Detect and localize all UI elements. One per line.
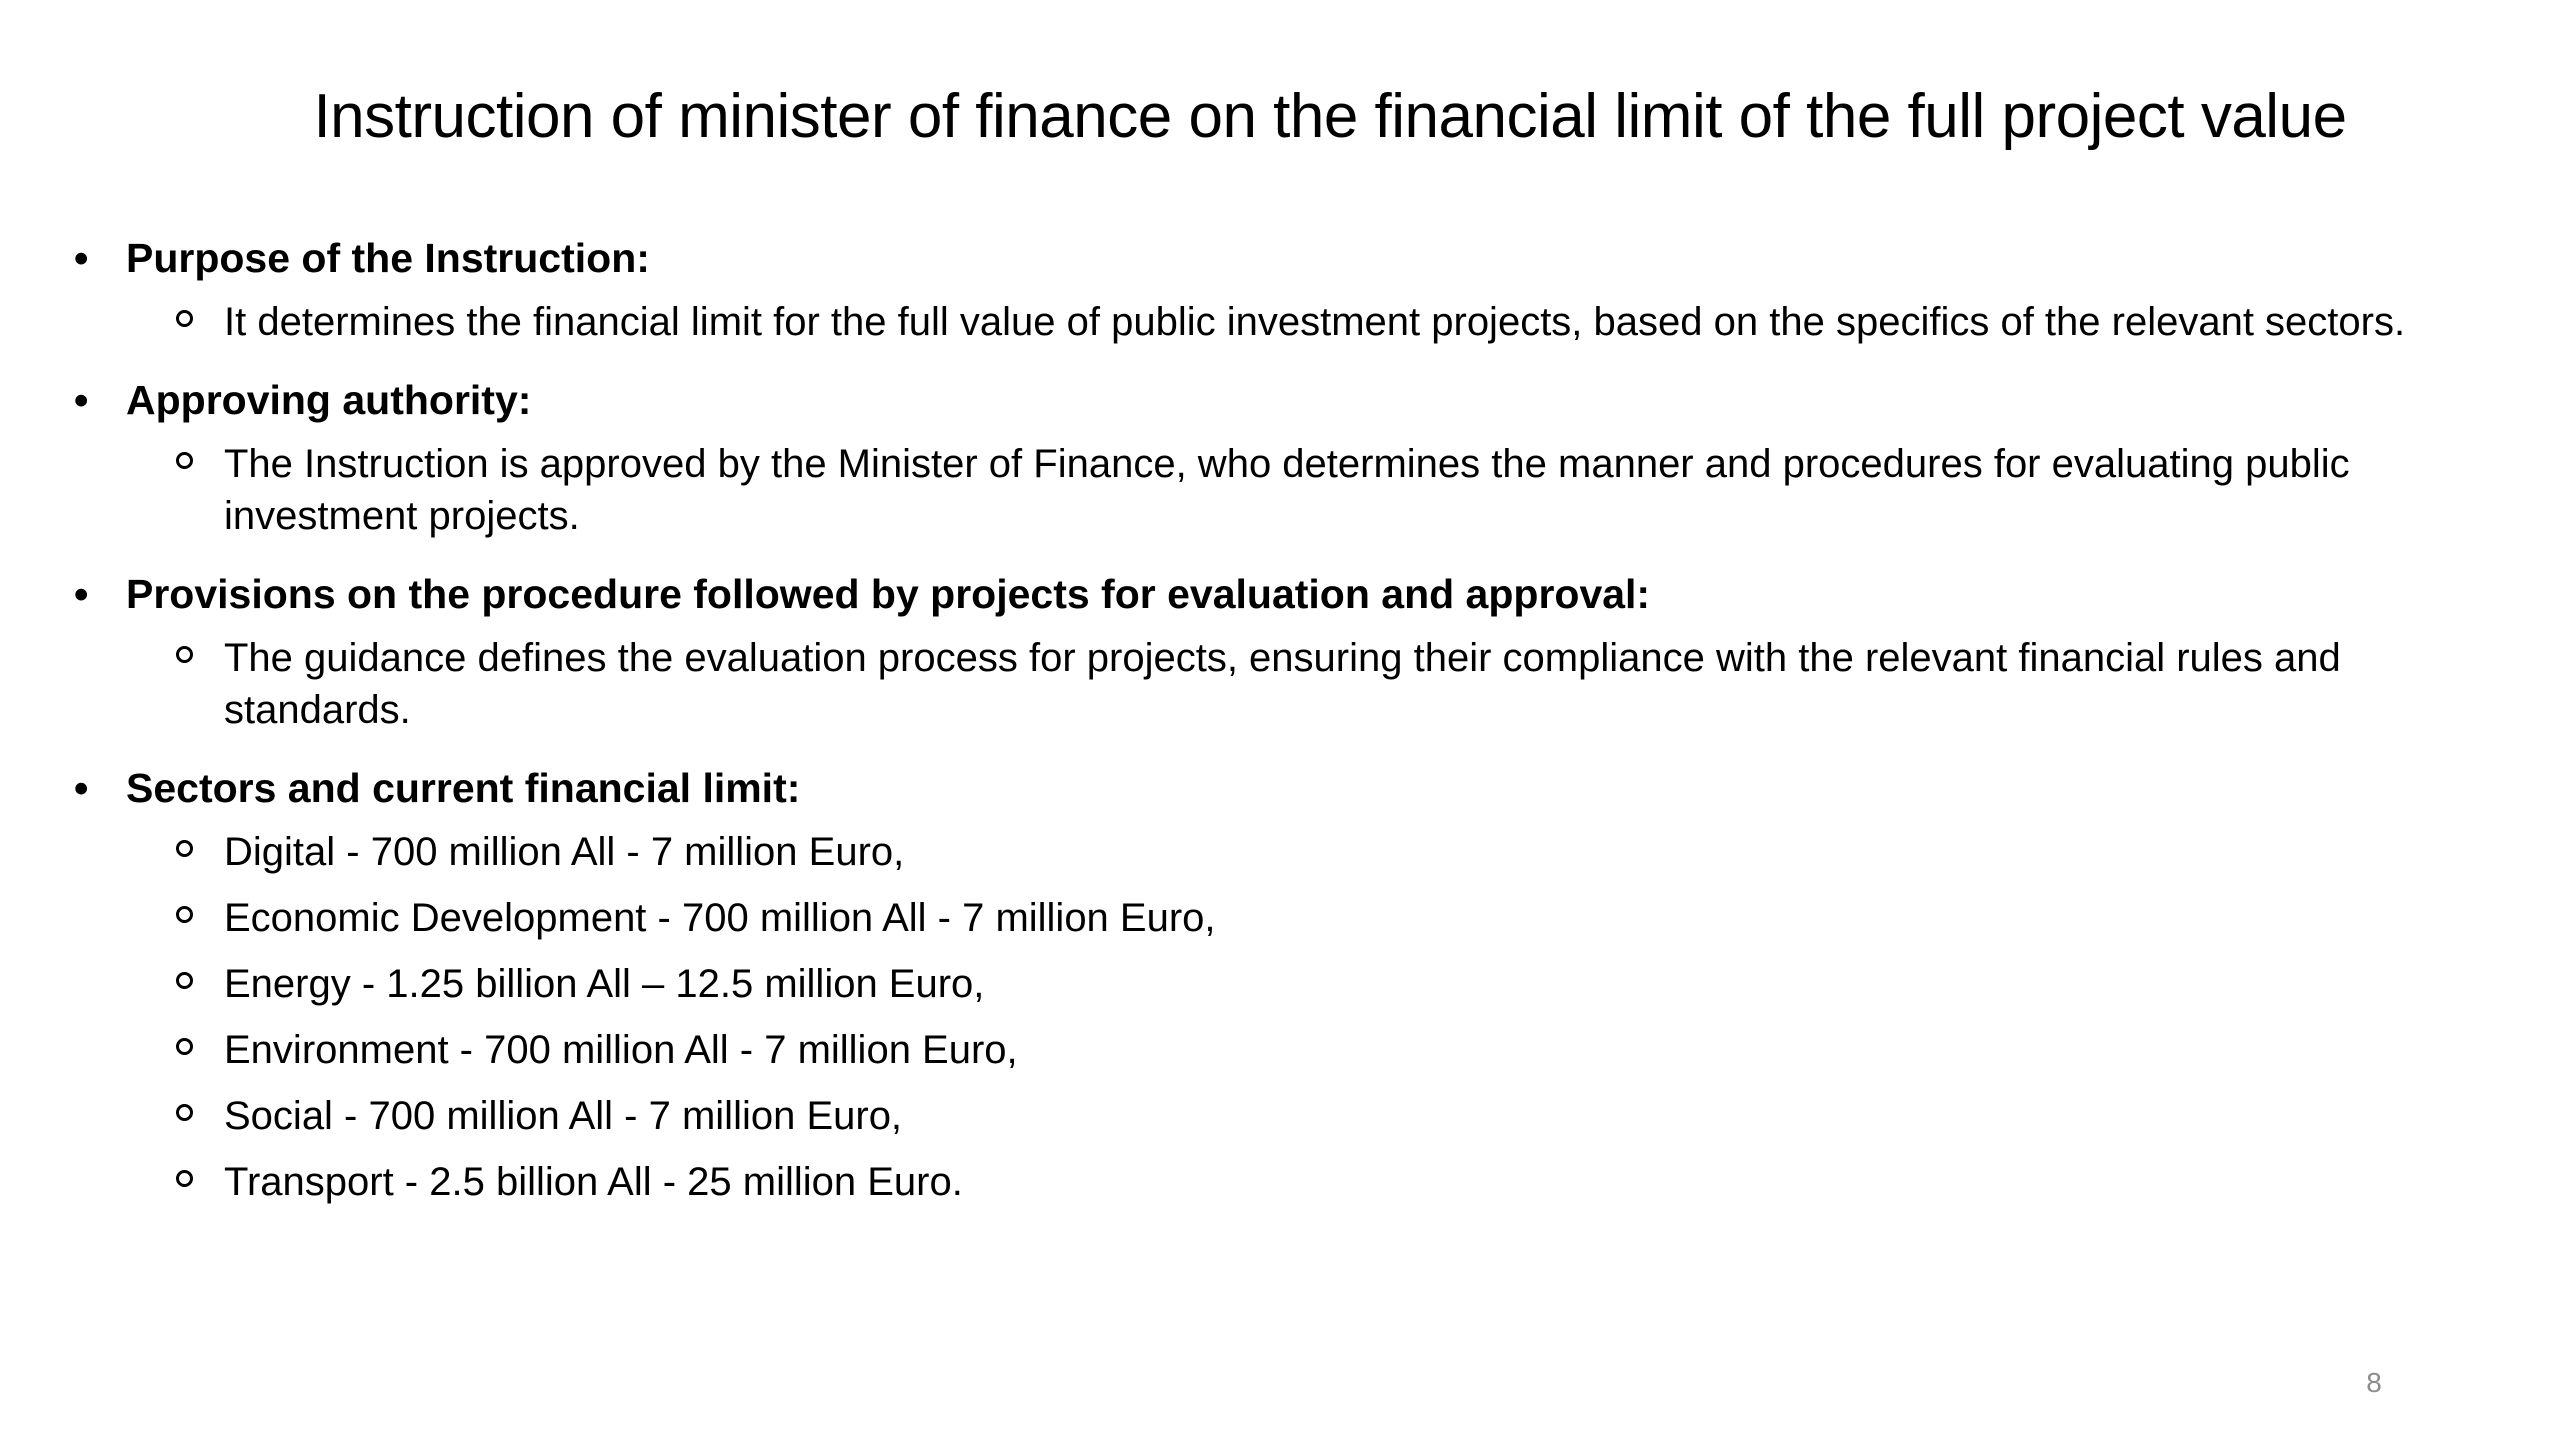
hollow-circle-bullet-icon <box>176 1038 193 1055</box>
list-item <box>70 958 2530 1010</box>
hollow-circle-bullet-icon <box>176 1170 193 1187</box>
list-item-text: The Instruction is approved by the Minister of Finance, who determines the manner and procedures for evaluating public investment projects. <box>224 442 2350 538</box>
hollow-circle-bullet-icon <box>176 840 193 857</box>
hollow-circle-bullet-icon <box>176 310 193 327</box>
section-heading <box>70 230 2530 286</box>
list-item <box>70 1156 2530 1208</box>
section-heading <box>70 760 2530 816</box>
list-item <box>70 892 2530 944</box>
list-item-text: The guidance defines the evaluation process for projects, ensuring their compliance with the relevant financial rules and standards. <box>224 636 2341 732</box>
section-heading-text: Provisions on the procedure followed by projects for evaluation and approval: <box>126 571 1651 617</box>
bullet-icon: • <box>74 377 89 423</box>
section-approving-authority <box>70 372 2530 542</box>
section-heading-text: Approving authority: <box>126 377 532 423</box>
list-item-text: Economic Development - 700 million All - 7 million Euro, <box>224 896 1216 940</box>
bullet-icon: • <box>74 571 89 617</box>
hollow-circle-bullet-icon <box>176 646 193 663</box>
list-item <box>70 1024 2530 1076</box>
list-item <box>70 438 2530 542</box>
section-purpose <box>70 230 2530 348</box>
bullet-icon: • <box>74 235 89 281</box>
list-item-text: Social - 700 million All - 7 million Euro, <box>224 1094 903 1138</box>
list-item <box>70 826 2530 878</box>
section-heading-text: Purpose of the Instruction: <box>126 235 650 281</box>
section-sectors-limits <box>70 760 2530 1208</box>
page-number: 8 <box>2366 1367 2382 1398</box>
list-item-text: Transport - 2.5 billion All - 25 million Euro. <box>224 1160 963 1204</box>
list-item <box>70 1090 2530 1142</box>
sub-list <box>70 826 2530 1208</box>
section-heading-text: Sectors and current financial limit: <box>126 765 801 811</box>
sub-list <box>70 632 2530 736</box>
slide-title: Instruction of minister of finance on the financial limit of the full project value <box>313 82 2347 151</box>
list-item-text: It determines the financial limit for the full value of public investment projects, based on the specifics of the relevant sectors. <box>224 300 2406 344</box>
hollow-circle-bullet-icon <box>176 972 193 989</box>
hollow-circle-bullet-icon <box>176 1104 193 1121</box>
list-item-text: Energy - 1.25 billion All – 12.5 million Euro, <box>224 962 985 1006</box>
sub-list <box>70 296 2530 348</box>
section-heading <box>70 566 2530 622</box>
sub-list <box>70 438 2530 542</box>
list-item <box>70 296 2530 348</box>
section-heading <box>70 372 2530 428</box>
hollow-circle-bullet-icon <box>176 906 193 923</box>
hollow-circle-bullet-icon <box>176 452 193 469</box>
list-item <box>70 632 2530 736</box>
section-provisions <box>70 566 2530 736</box>
slide-body <box>70 230 2530 1232</box>
list-item-text: Digital - 700 million All - 7 million Euro, <box>224 830 905 874</box>
list-item-text: Environment - 700 million All - 7 million Euro, <box>224 1028 1018 1072</box>
bullet-icon: • <box>74 765 89 811</box>
